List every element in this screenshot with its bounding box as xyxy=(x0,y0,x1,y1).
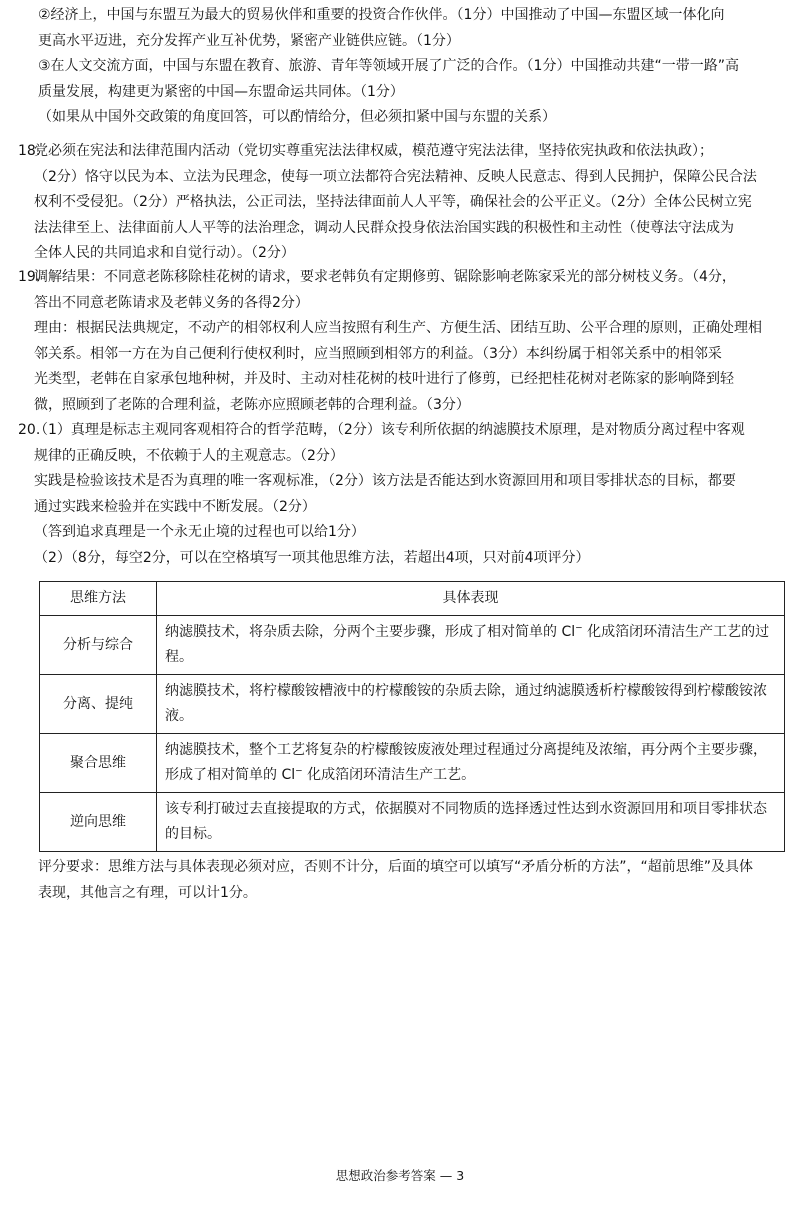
q20-line: 规律的正确反映，不依赖于人的主观意志。（2分） xyxy=(34,447,344,464)
q20-answer xyxy=(18,418,784,571)
table-row xyxy=(40,734,785,793)
thinking-methods-table xyxy=(39,581,785,852)
q18-line: 法法律至上、法律面前人人平等的法治理念，调动人民群众投身依法治国实践的积极性和主动性（使尊法守法成为 xyxy=(34,219,734,236)
q17-line: 质量发展，构建更为紧密的中国—东盟命运共同体。（1分） xyxy=(38,83,404,100)
q18-line: 权利不受侵犯。（2分）严格执法，公正司法，坚持法律面前人人平等，确保社会的公平正义。（2分）全体公民树立宪 xyxy=(34,194,752,210)
table-row xyxy=(40,793,785,852)
q18-line: 全体人民的共同追求和自觉行动）。（2分） xyxy=(34,245,295,261)
column-header-performance: 具体表现 xyxy=(157,582,785,616)
q19-line: 调解结果：不同意老陈移除桂花树的请求，要求老韩负有定期修剪、锯除影响老陈家采光的部分树枝义务。（4分， xyxy=(34,269,736,285)
scoring-line: 表现，其他言之有理，可以计1分。 xyxy=(38,884,257,901)
description-cell: 纳滤膜技术，将杂质去除，分两个主要步骤，形成了相对简单的 Cl− 化成箔闭环清洁生产工艺的过程。 xyxy=(157,616,785,675)
q19-line: 理由：根据民法典规定，不动产的相邻权利人应当按照有利生产、方便生活、团结互助、公平合理的原则，正确处理相 xyxy=(34,320,762,336)
description-cell: 该专利打破过去直接提取的方式，依据膜对不同物质的选择透过性达到水资源回用和项目零排状态的目标。 xyxy=(157,793,785,852)
q19-answer xyxy=(18,265,784,418)
method-cell: 分析与综合 xyxy=(40,616,157,675)
q20-note: （答到追求真理是一个永无止境的过程也可以给1分） xyxy=(34,524,365,540)
scoring-line: 评分要求：思维方法与具体表现必须对应，否则不计分，后面的填空可以填写“矛盾分析的方法”，“超前思维”及具体 xyxy=(38,859,754,875)
description-cell: 纳滤膜技术，将柠檬酸铵槽液中的柠檬酸铵的杂质去除，通过纳滤膜透析柠檬酸铵得到柠檬酸铵浓液。 xyxy=(157,675,785,734)
q20-number: 20. xyxy=(18,422,41,438)
q17-line: ②经济上，中国与东盟互为最大的贸易伙伴和重要的投资合作伙伴。（1分）中国推动了中国—东盟区域一体化向 xyxy=(38,7,725,23)
table-header-row xyxy=(40,582,785,616)
q17-continued xyxy=(38,3,784,131)
q18-number: 18. xyxy=(18,143,41,159)
q19-line: 答出不同意老陈请求及老韩义务的各得2分） xyxy=(34,294,309,311)
q19-number: 19. xyxy=(18,269,41,285)
q20-line: 实践是检验该技术是否为真理的唯一客观标准，（2分）该方法是否能达到水资源回用和项目零排状态的目标，都要 xyxy=(34,473,736,489)
method-cell: 逆向思维 xyxy=(40,793,157,852)
q17-line: ③在人文交流方面，中国与东盟在教育、旅游、青年等领域开展了广泛的合作。（1分）中国推动共建“一带一路”高 xyxy=(38,58,739,74)
q19-line: 邻关系。相邻一方在为自己便利行使权利时，应当照顾到相邻方的利益。（3分）本纠纷属于相邻关系中的相邻采 xyxy=(34,345,722,362)
q19-line: 光类型，老韩在自家承包地种树，并及时、主动对桂花树的枝叶进行了修剪，已经把桂花树对老陈家的影响降到轻 xyxy=(34,371,734,387)
q20-part2-intro: （2）（8分，每空2分，可以在空格填写一项其他思维方法，若超出4项，只对前4项评分） xyxy=(34,549,590,566)
column-header-method: 思维方法 xyxy=(40,582,157,616)
q20-line: 通过实践来检验并在实践中不断发展。（2分） xyxy=(34,498,316,515)
method-cell: 分离、提纯 xyxy=(40,675,157,734)
q18-answer xyxy=(18,139,784,267)
q20-line: （1）真理是标志主观同客观相符合的哲学范畴，（2分）该专利所依据的纳滤膜技术原理，是对物质分离过程中客观 xyxy=(34,422,745,438)
method-cell: 聚合思维 xyxy=(40,734,157,793)
q17-line: 更高水平迈进，充分发挥产业互补优势，紧密产业链供应链。（1分） xyxy=(38,32,460,49)
table-row xyxy=(40,616,785,675)
q19-line: 微，照顾到了老陈的合理利益，老陈亦应照顾老韩的合理利益。（3分） xyxy=(34,396,470,413)
description-cell: 纳滤膜技术，整个工艺将复杂的柠檬酸铵废液处理过程通过分离提纯及浓缩，再分两个主要步骤，形成了相对简单的 Cl− 化成箔闭环清洁生产工艺。 xyxy=(157,734,785,793)
q18-line: （2分）恪守以民为本、立法为民理念，使每一项立法都符合宪法精神、反映人民意志、得到人民拥护，保障公民合法 xyxy=(34,168,757,185)
q17-note: （如果从中国外交政策的角度回答，可以酌情给分，但必须扣紧中国与东盟的关系） xyxy=(38,109,556,125)
table-row xyxy=(40,675,785,734)
q18-line: 党必须在宪法和法律范围内活动（党切实尊重宪法法律权威，模范遵守宪法法律，坚持依宪执政和依法执政）； xyxy=(34,143,713,159)
scoring-requirements xyxy=(38,855,784,906)
page-footer: 思想政治参考答案 — 3 xyxy=(335,1168,465,1183)
